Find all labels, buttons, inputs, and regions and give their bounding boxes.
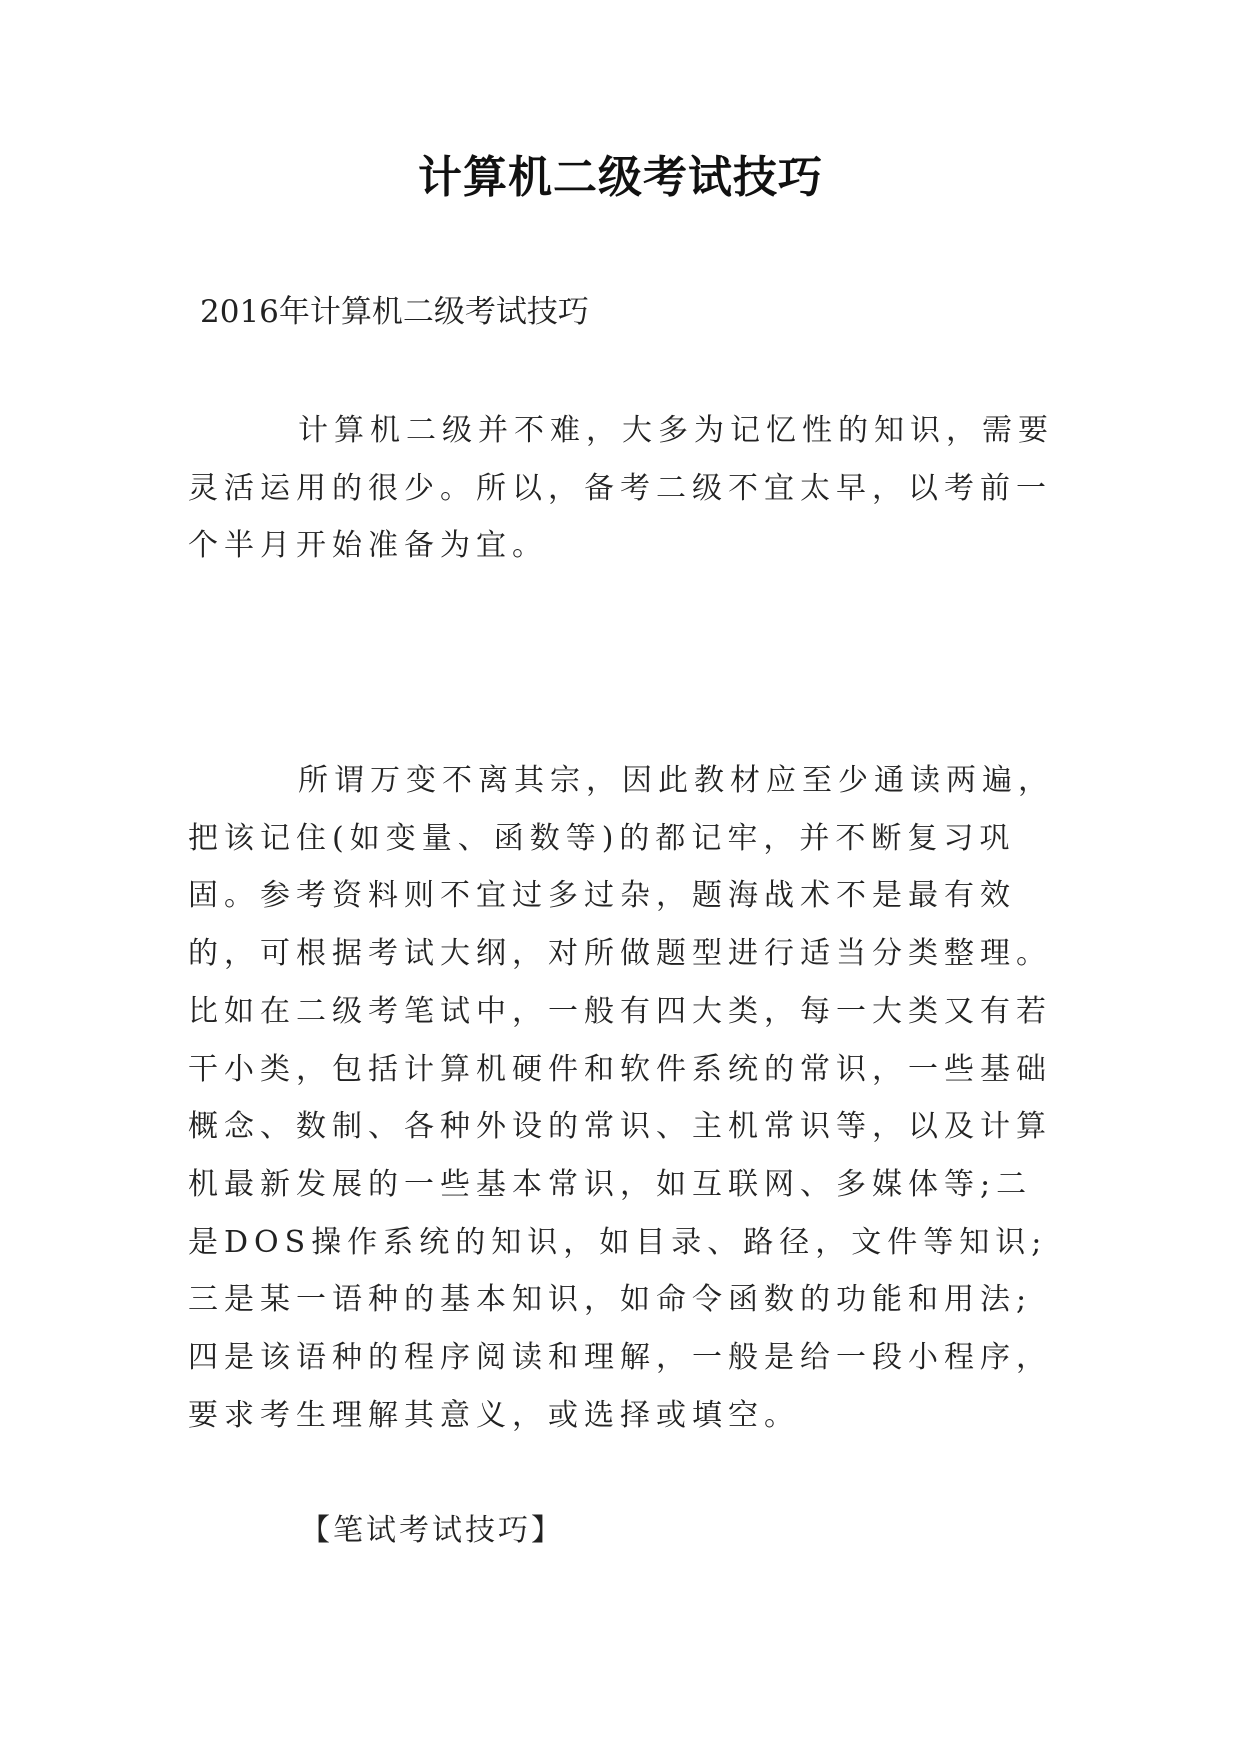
paragraph-study-method: 所谓万变不离其宗，因此教材应至少通读两遍，把该记住(如变量、函数等)的都记牢，并不断复习巩固。参考资料则不宜过多过杂，题海战术不是最有效的，可根据考试大纲，对所做题型进行适当分类整理。比如在二级考笔试中，一般有四大类，每一大类又有若干小类，包括计算机硬件和软件系统的常识，一些基础概念、数制、各种外设的常识、主机常识等，以及计算机最新发展的一些基本常识，如互联网、多媒体等;二是DOS操作系统的知识，如目录、路径，文件等知识;三是某一语种的基本知识，如命令函数的功能和用法;四是该语种的程序阅读和理解，一般是给一段小程序，要求考生理解其意义，或选择或填空。	[188, 763, 1054, 1433]
document-subtitle: 2016年计算机二级考试技巧	[200, 294, 589, 330]
document-title: 计算机二级考试技巧	[418, 152, 823, 203]
section-heading: 【笔试考试技巧】	[300, 1513, 564, 1548]
paragraph-intro: 计算机二级并不难，大多为记忆性的知识，需要灵活运用的很少。所以，备考二级不宜太早，以考前一个半月开始准备为宜。	[188, 413, 1054, 564]
